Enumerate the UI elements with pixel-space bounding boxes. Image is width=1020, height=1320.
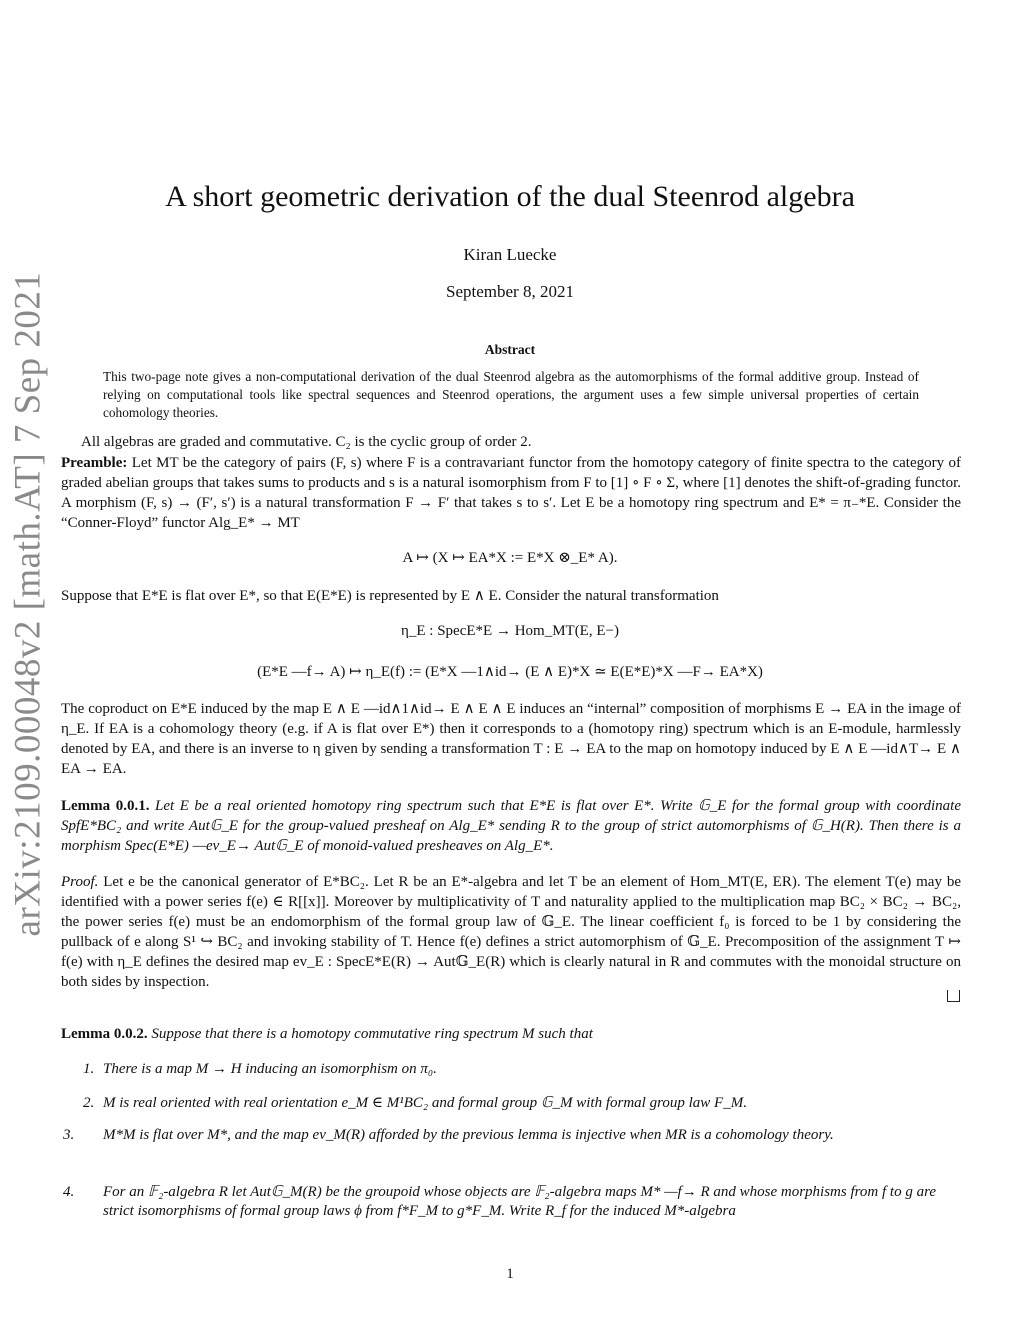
date: September 8, 2021 [446, 282, 574, 301]
paper-title: A short geometric derivation of the dual Steenrod algebra [165, 180, 855, 213]
lemma-1-proof [61, 872, 961, 992]
lemma-2-item-2 [83, 1094, 961, 1113]
lemma-2-item-4 [63, 1183, 961, 1221]
arxiv-identifier [6, 271, 50, 937]
lemma-2-label: Lemma 0.0.2. [61, 1026, 148, 1042]
lemma-1 [61, 796, 961, 856]
item-text: There is a map M → H inducing an isomorphism on π₀. [103, 1061, 437, 1077]
intro-paragraph: All algebras are graded and commutative. C₂ is the cyclic group of order 2. [81, 434, 532, 450]
coproduct-paragraph: The coproduct on E*E induced by the map E ∧ E —id∧1∧id→ E ∧ E ∧ E induces an “internal” composition of morphisms E → EA in the image of η_E. If EA is a cohomology theory (e.g. if A is flat over E*) then it corresponds to a (homotopy ring) spectrum which is an E-module, harmlessly denoted by EA, and there is an inverse to η given by sending a transformation T : E → EA to the map on homotopy induced by E ∧ E —id∧T→ E ∧ EA → EA. [61, 701, 961, 777]
preamble-text: Let MT be the category of pairs (F, s) where F is a contravariant functor from the homotopy category of finite spectra to the category of graded abelian groups that takes sums to products and s is a natural isomorphism from F to [1] ∘ F ∘ Σ, where [1] denotes the shift-of-grading functor. A morphism (F, s) → (F′, s′) is a natural transformation F → F′ that takes s to s′. Let E be a homotopy ring spectrum and E* = π₋*E. Consider the “Conner-Floyd” functor Alg_E* → MT [61, 455, 961, 531]
lemma-2-item-1 [83, 1060, 961, 1079]
item-text: M is real oriented with real orientation e_M ∈ M¹BC₂ and formal group 𝔾_M with formal group law F_M. [103, 1095, 747, 1111]
author: Kiran Luecke [463, 245, 557, 264]
abstract-body: This two-page note gives a non-computational derivation of the dual Steenrod algebra as the automorphisms of the formal additive group. Instead of relying on computational tools like spectral sequences and Steenrod operations, the argument uses a few simple universal properties of certain cohomology theories. [103, 369, 919, 420]
page-number: 1 [506, 1266, 514, 1282]
lemma-2-item-3 [63, 1126, 961, 1145]
equation-eta: η_E : SpecE*E → Hom_MT(E, E−) [401, 623, 619, 639]
equation-eta-definition: (E*E —f→ A) ↦ η_E(f) := (E*X —1∧id→ (E ∧ E)*X ≃ E(E*E)*X —F→ EA*X) [257, 664, 763, 680]
item-number: 3. [63, 1127, 75, 1143]
preamble-label: Preamble: [61, 455, 128, 471]
item-number: 2. [83, 1095, 95, 1111]
equation-conner-floyd: A ↦ (X ↦ EA*X := E*X ⊗_E* A). [402, 550, 618, 566]
item-text: For an 𝔽₂-algebra R let Aut𝔾_M(R) be the groupoid whose objects are 𝔽₂-algebra maps M* —f→ R and whose morphisms from f to g are strict isomorphisms of formal group laws ϕ from f*F_M to g*F_M. Write R_f for the induced M*-algebra [103, 1184, 937, 1219]
qed-symbol-icon [947, 990, 960, 1002]
lemma-2-statement: Suppose that there is a homotopy commutative ring spectrum M such that [151, 1026, 593, 1042]
item-number: 1. [83, 1061, 95, 1077]
lemma-1-label: Lemma 0.0.1. [61, 798, 150, 814]
proof-text: Let e be the canonical generator of E*BC₂. Let R be an E*-algebra and let T be an element of Hom_MT(E, ER). The element T(e) may be identified with a power series f(e) ∈ R[[x]]. Moreover by multiplicativity of T and naturality applied to the multiplication map BC₂ × BC₂ → BC₂, the power series f(e) must be an endomorphism of the formal group law of 𝔾_E. The linear coefficient f₀ is forced to be 1 by considering the pullback of e along S¹ ↪ BC₂ and invoking stability of T. Hence f(e) defines a strict automorphism of 𝔾_E. Precomposition of the assignment T ↦ f(e) with η_E defines the desired map ev_E : SpecE*E(R) → Aut𝔾_E(R) which is clearly natural in R and commutes with the monoidal structure on both sides by inspection. [61, 874, 962, 990]
proof-label: Proof. [61, 874, 99, 890]
abstract-heading: Abstract [484, 342, 536, 357]
arxiv-identifier-text: arXiv:2109.00048v2 [math.AT] 7 Sep 2021 [7, 271, 49, 937]
lemma-2 [61, 1024, 961, 1044]
item-text: M*M is flat over M*, and the map ev_M(R) afforded by the previous lemma is injective when MR is a cohomology theory. [103, 1127, 834, 1143]
lemma-1-statement: Let E be a real oriented homotopy ring spectrum such that E*E is flat over E*. Write 𝔾_E for the formal group with coordinate SpfE*BC₂ and write Aut𝔾_E for the group-valued presheaf on Alg_E* sending R to the group of strict automorphisms of 𝔾_H(R). Then there is a morphism Spec(E*E) —ev_E→ Aut𝔾_E of monoid-valued presheaves on Alg_E*. [61, 798, 962, 854]
item-number: 4. [63, 1184, 75, 1200]
flatness-paragraph: Suppose that E*E is flat over E*, so that E(E*E) is represented by E ∧ E. Consider the natural transformation [61, 588, 719, 604]
preamble-paragraph [61, 453, 961, 533]
